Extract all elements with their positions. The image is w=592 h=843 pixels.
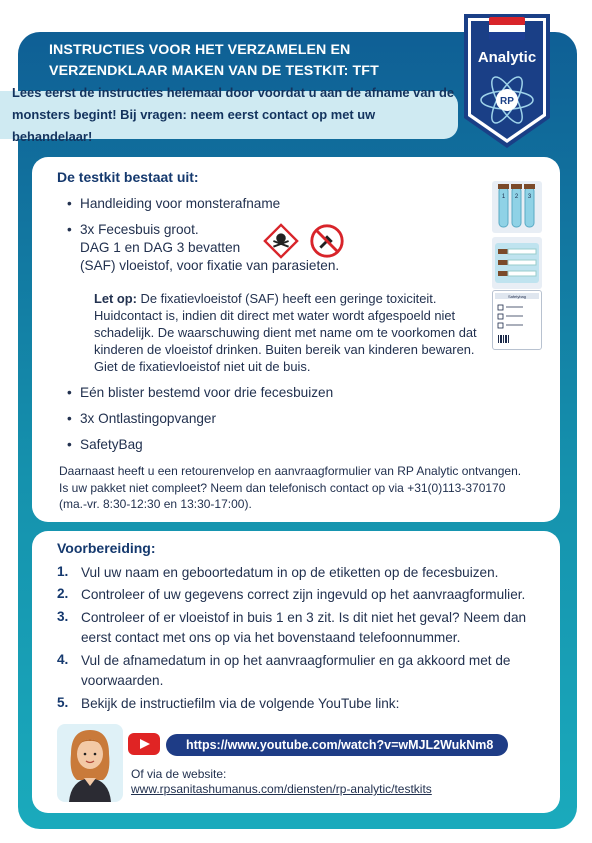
toxic-hazard-icon — [262, 222, 300, 260]
step-3-line1: Controleer of er vloeistof in buis 1 en 3 zit. Is dit niet het geval? Neem dan — [81, 610, 527, 625]
footer-line-3: (ma.-vr. 8:30-12:30 en 13:30-17:00). — [59, 497, 252, 511]
step-4-number: 4. — [57, 652, 69, 667]
step-1-number: 1. — [57, 564, 69, 579]
warning-note-label: Let op: — [94, 291, 137, 306]
form-thumbnail-label: Safetybag — [507, 294, 527, 299]
step-4-line2: voorwaarden. — [81, 673, 164, 688]
tube-number-1: 1 — [501, 194, 506, 200]
kit-item-manual: • Handleiding voor monsterafname — [80, 195, 280, 213]
youtube-icon[interactable] — [128, 733, 160, 755]
intro-line-1: Lees eerst de instructies helemaal door voordat u aan de afname van de — [12, 85, 455, 100]
badge-label: Analytic — [477, 49, 537, 66]
do-not-drink-icon — [308, 222, 346, 260]
kit-title: De testkit bestaat uit: — [57, 169, 199, 185]
intro-line-2: monsters begint! Bij vragen: neem eerst contact op met uw behandelaar! — [12, 107, 376, 144]
step-5-text — [81, 694, 536, 714]
step-3-text — [81, 608, 536, 648]
tubes-thumbnail — [492, 181, 542, 233]
blister-thumbnail — [492, 237, 542, 289]
netherlands-flag-icon — [489, 17, 525, 40]
step-5-line1: Bekijk de instructiefilm via de volgende YouTube link: — [81, 696, 400, 711]
kit-item-tubes-line3: (SAF) vloeistof, voor fixatie van parasieten. — [80, 258, 340, 273]
step-2-number: 2. — [57, 586, 69, 601]
warning-note-text: De fixatievloeistof (SAF) heeft een geringe toxiciteit. Huidcontact is, indien dit direct met water wordt afgespoeld niet schadelijk. De waarschuwing dient met name om te voorkomen dat kinderen de vloeistof drinken. Buiten bereik van kinderen bewaren. Giet de fixatievloeistof niet uit de buis. — [94, 291, 477, 374]
youtube-link[interactable]: https://www.youtube.com/watch?v=wMJL2WukNm8 — [166, 734, 508, 756]
kit-item-tubes — [80, 221, 339, 275]
kit-footer-text — [59, 463, 549, 513]
step-2-line1: Controleer of uw gegevens correct zijn ingevuld op het aanvraagformulier. — [81, 587, 526, 602]
intro-banner — [0, 85, 458, 144]
prep-title: Voorbereiding: — [57, 540, 156, 556]
warning-note — [94, 290, 484, 375]
step-3-line2: eerst contact met ons op via het bovenstaand telefoonnummer. — [81, 630, 461, 645]
tube-number-3: 3 — [527, 194, 532, 200]
footer-line-2: Is uw pakket niet compleet? Neem dan telefonisch contact op via +31(0)113-370170 — [59, 480, 506, 495]
kit-item-collector: • 3x Ontlastingopvanger — [80, 410, 216, 428]
step-2-text — [81, 585, 536, 605]
woman-illustration — [57, 724, 123, 802]
website-alt-label: Of via de website: — [131, 767, 227, 781]
step-4-text — [81, 651, 536, 691]
tube-number-2: 2 — [514, 194, 519, 200]
kit-item-tubes-line1: • 3x Fecesbuis groot. — [80, 222, 199, 237]
footer-line-1: Daarnaast heeft u een retourenvelop en aanvraagformulier van RP Analytic ontvangen. — [59, 464, 522, 478]
page-title — [49, 40, 409, 82]
step-1-line1: Vul uw naam en geboortedatum in op de etiketten op de fecesbuizen. — [81, 565, 499, 580]
kit-item-tubes-line2: DAG 1 en DAG 3 bevatten — [80, 240, 241, 255]
badge-logo-text: RP — [500, 96, 514, 107]
title-line-2: VERZENDKLAAR MAKEN VAN DE TESTKIT: TFT — [49, 63, 379, 79]
analytic-badge — [462, 10, 552, 150]
title-line-1: INSTRUCTIES VOOR HET VERZAMELEN EN — [49, 42, 351, 58]
step-1-text — [81, 563, 536, 583]
step-4-line1: Vul de afnamedatum in op het aanvraagformulier en ga akkoord met de — [81, 653, 511, 668]
kit-item-blister: • Eén blister bestemd voor drie fecesbuizen — [80, 384, 333, 402]
website-link[interactable]: www.rpsanitashumanus.com/diensten/rp-analytic/testkits — [131, 782, 432, 796]
step-3-number: 3. — [57, 609, 69, 624]
step-5-number: 5. — [57, 695, 69, 710]
form-thumbnail — [492, 290, 542, 350]
kit-item-safetybag: • SafetyBag — [80, 436, 143, 454]
